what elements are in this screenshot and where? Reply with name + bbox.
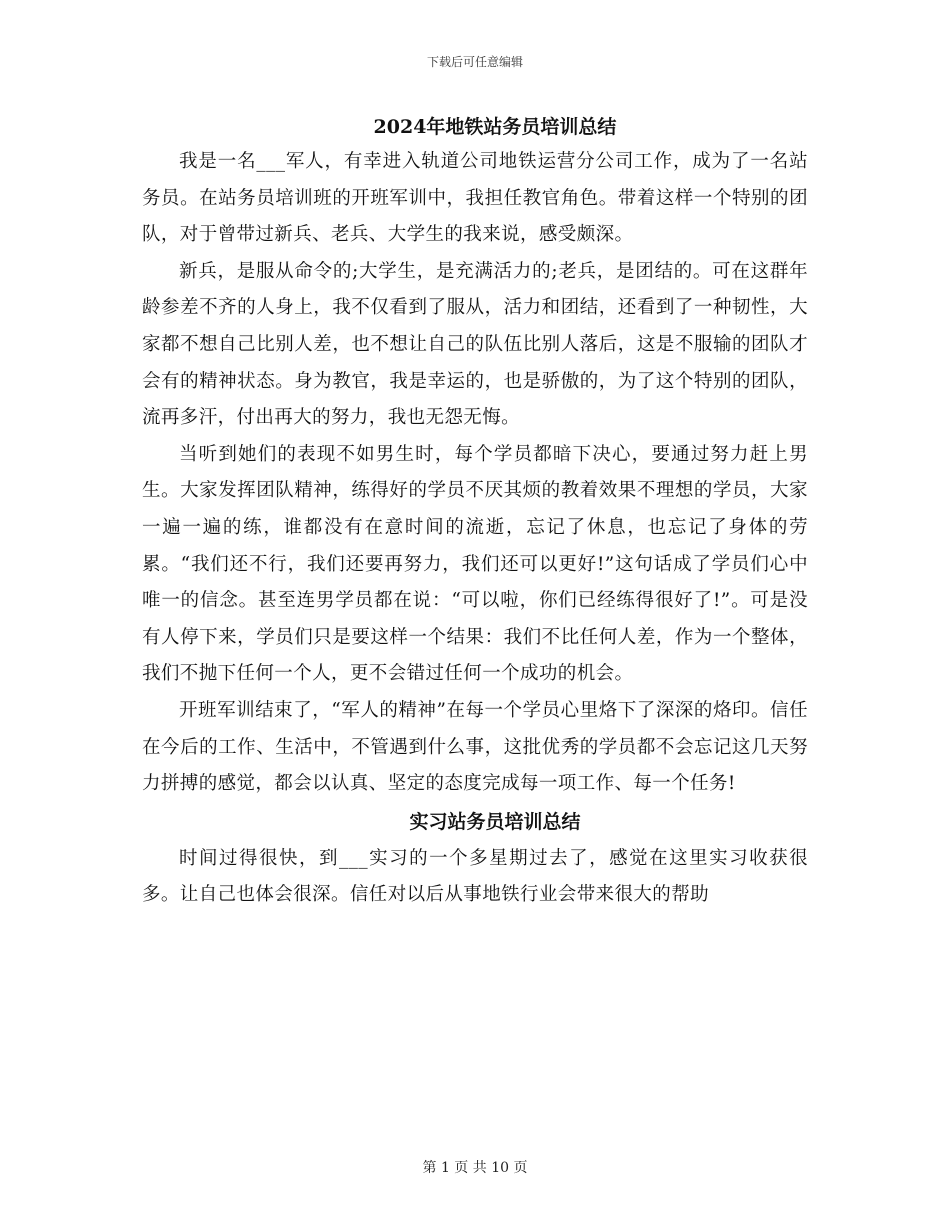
page-number-footer: 第 1 页 共 10 页 — [422, 1160, 528, 1176]
article-paragraph-1: 我是一名___军人，有幸进入轨道公司地铁运营分公司工作，成为了一名站务员。在站务员培训班的开班军训中，我担任教官角色。带着这样一个特别的团队，对于曾带过新兵、老兵、大学生的我来说，感受颇深。 — [142, 151, 808, 246]
page-header-note: 下载后可任意编辑 — [426, 55, 523, 69]
article-title: 2024年地铁站务员培训总结 — [373, 116, 617, 138]
section-title: 实习站务员培训总结 — [409, 810, 581, 833]
document-body — [142, 110, 808, 914]
article-paragraph-2: 新兵，是服从命令的;大学生，是充满活力的;老兵，是团结的。可在这群年龄参差不齐的人身上，我不仅看到了服从，活力和团结，还看到了一种韧性，大家都不想自己比别人差，也不想让自己的队伍比别人落后，这是不服输的团队才会有的精神状态。身为教官，我是幸运的，也是骄傲的，为了这个特别的团队，流再多汗，付出再大的努力，我也无怨无悔。 — [142, 260, 808, 429]
article-paragraph-3: 当听到她们的表现不如男生时，每个学员都暗下决心，要通过努力赶上男生。大家发挥团队精神，练得好的学员不厌其烦的教着效果不理想的学员，大家一遍一遍的练，谁都没有在意时间的流逝，忘记了休息，也忘记了身体的劳累。“我们还不行，我们还要再努力，我们还可以更好!”这句话成了学员们心中唯一的信念。甚至连男学员都在说：“可以啦，你们已经练得很好了!”。可是没有人停下来，学员们只是要这样一个结果：我们不比任何人差，作为一个整体，我们不抛下任何一个人，更不会错过任何一个成功的机会。 — [142, 443, 808, 685]
article-paragraph-4: 开班军训结束了，“军人的精神”在每一个学员心里烙下了深深的烙印。信任在今后的工作、生活中，不管遇到什么事，这批优秀的学员都不会忘记这几天努力拼搏的感觉，都会以认真、坚定的态度完成每一项工作、每一个任务! — [142, 699, 808, 795]
section-paragraph-1: 时间过得很快，到___实习的一个多星期过去了，感觉在这里实习收获很多。让自己也体会很深。信任对以后从事地铁行业会带来很大的帮助 — [142, 847, 808, 906]
